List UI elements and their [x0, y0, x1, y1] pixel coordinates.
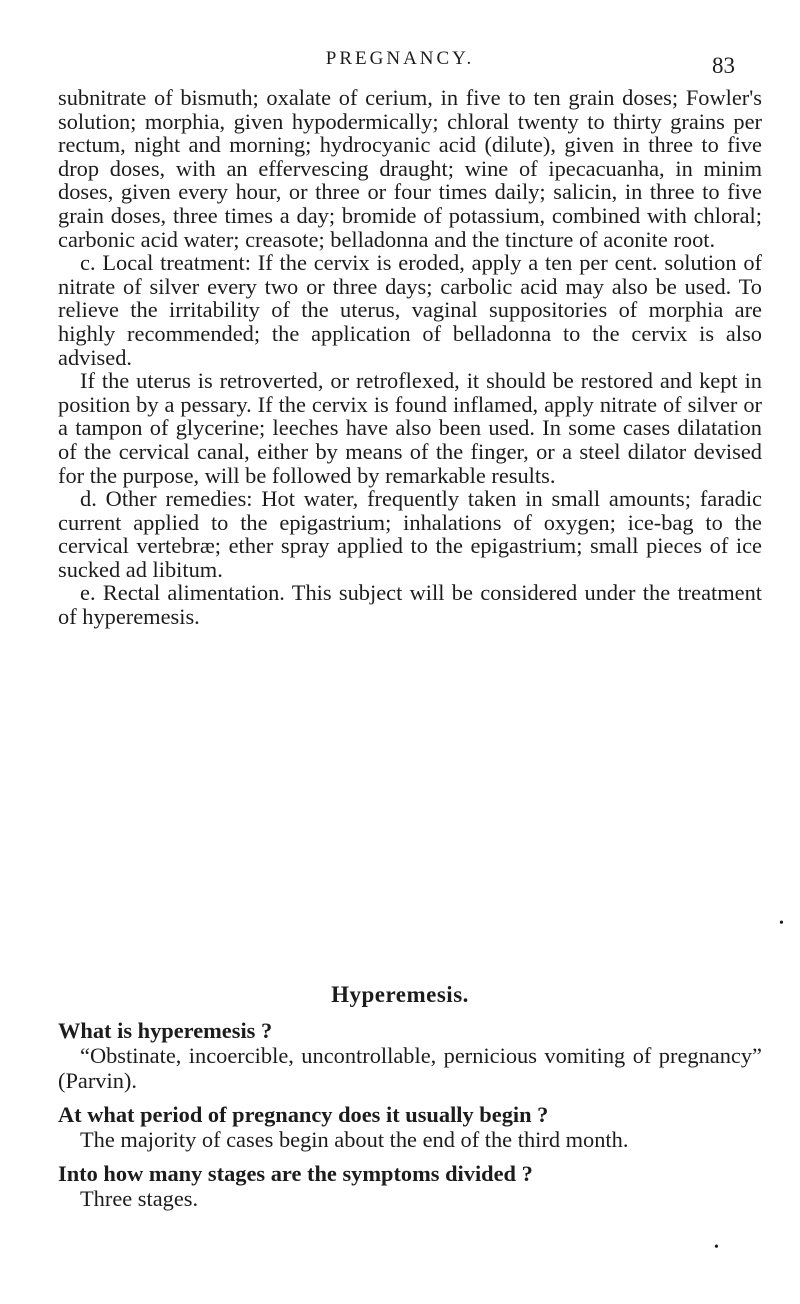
- page-number: 83: [712, 53, 735, 78]
- paragraph-local-treatment: c. Local treatment: If the cervix is eroded, apply a ten per cent. solution of nitrate of silver every two or three days; carbolic acid may also be used. To relieve the irritability of the uterus, vaginal suppositories of morphia are highly recommended; the application of belladonna to the cervix is also advised.: [58, 250, 762, 370]
- margin-bullet: •: [779, 916, 784, 931]
- running-title: PREGNANCY.: [325, 48, 475, 69]
- question: At what period of pregnancy does it usually begin ?: [58, 1102, 549, 1127]
- answer: “Obstinate, incoercible, uncontrollable, pernicious vomiting of pregnancy” (Parvin).: [58, 1043, 762, 1093]
- paragraph-other-remedies: d. Other remedies: Hot water, frequently taken in small amounts; faradic current applied to the epigastrium; inhalations of oxygen; ice-bag to the cervical vertebræ; ether spray applied to the epigastrium; small pieces of ice sucked ad libitum.: [58, 486, 762, 582]
- answer: The majority of cases begin about the end of the third month.: [80, 1127, 629, 1152]
- paragraph-rectal-alimentation: e. Rectal alimentation. This subject will be considered under the treatment of hyperemesis.: [58, 580, 762, 630]
- answer: Three stages.: [80, 1186, 199, 1211]
- body-text: [58, 86, 762, 629]
- margin-bullet: •: [714, 1240, 719, 1255]
- question: What is hyperemesis ?: [58, 1018, 273, 1043]
- paragraph-retroverted-uterus: If the uterus is retroverted, or retroflexed, it should be restored and kept in position by a pessary. If the cervix is found inflamed, apply nitrate of silver or a tampon of glycerine; leeches have also been used. In some cases dilatation of the cervical canal, either by means of the finger, or a steel dilator devised for the purpose, will be followed by remarkable results.: [58, 368, 762, 488]
- paragraph-drug-list: subnitrate of bismuth; oxalate of cerium, in five to ten grain doses; Fowler's solution; morphia, given hypodermically; chloral twenty to thirty grains per rectum, night and morning; hydrocyanic acid (dilute), given in three to five drop doses, with an effervescing draught; wine of ipecacuanha, in minim doses, given every hour, or three or four times daily; salicin, in three to five grain doses, three times a day; bromide of potassium, combined with chloral; carbonic acid water; creasote; belladonna and the tincture of aconite root.: [58, 85, 762, 252]
- question: Into how many stages are the symptoms divided ?: [58, 1161, 533, 1186]
- section-heading: Hyperemesis.: [331, 982, 469, 1007]
- question-answer-list: [58, 1018, 762, 1220]
